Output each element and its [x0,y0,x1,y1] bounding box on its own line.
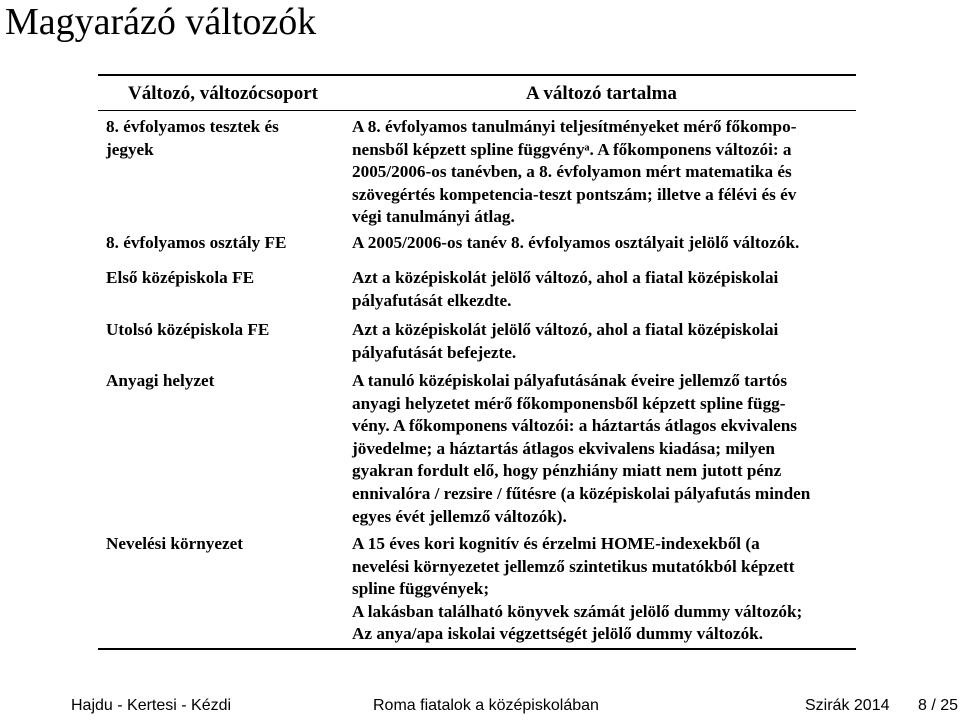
footer-page-number: 8 / 25 [918,697,959,714]
footer-talk-title: Roma fiatalok a középiskolában [373,697,599,714]
table-top-rule [98,74,856,76]
table-header-variable: Változó, változócsoport [128,83,318,104]
variables-table [98,74,856,650]
row-content-8th-grade-class: A 2005/2006-os tanév 8. évfolyamos osztályait jelölő változók. [352,233,800,252]
row-content-financial-situation: A tanuló középiskolai pályafutásának éveire jellemző tartós anyagi helyzetet mérő főkomponensből képzett spline függ- vény. A főkomponens változói: a háztartás átlagos ekvivalens jövedelme; a háztartás átlagos ekvivalens kiadása; milyen gyakran fordult elő, hogy pénzhiány miatt nem jutott pénz ennivalóra / rezsire / fűtésre (a középiskolai pályafutás minden egyes évét jellemző változók). [352,371,811,526]
slide-footer [0,694,960,718]
row-label-last-secondary-school: Utolsó középiskola FE [106,320,270,339]
row-label-upbringing-environment: Nevelési környezet [106,534,243,553]
row-label-first-secondary-school: Első középiskola FE [106,268,255,287]
footer-authors: Hajdu - Kertesi - Kézdi [71,697,232,714]
table-bottom-rule [98,648,856,650]
table-header-content: A változó tartalma [526,83,677,104]
row-content-upbringing-environment: A 15 éves kori kognitív és érzelmi HOME-indexekből (a nevelési környezetet jellemző szintetikus mutatókból képzett spline függvények; A lakásban található könyvek számát jelölő dummy változók; Az anya/apa iskolai végzettségét jelölő dummy változók. [352,534,803,644]
row-content-first-secondary-school: Azt a középiskolát jelölő változó, ahol a fiatal középiskolai pályafutását elkezdte. [352,268,779,310]
row-label-8th-grade-tests: 8. évfolyamos tesztek és jegyek [106,117,279,159]
row-label-8th-grade-class: 8. évfolyamos osztály FE [106,233,287,252]
footer-date: Szirák 2014 [805,697,890,714]
table-header-rule [98,110,856,111]
row-content-8th-grade-tests: A 8. évfolyamos tanulmányi teljesítményeket mérő főkompo- nensből képzett spline függvényᵃ. A főkomponens változói: a 2005/2006-os tanévben, a 8. évfolyamon mért matematika és szövegértés kompetencia-teszt pontszám; illetve a félévi és év végi tanulmányi átlag. [352,117,797,227]
slide-title: Magyarázó változók [5,1,317,43]
row-label-financial-situation: Anyagi helyzet [106,371,215,390]
row-content-last-secondary-school: Azt a középiskolát jelölő változó, ahol a fiatal középiskolai pályafutását befejezte. [352,320,779,362]
